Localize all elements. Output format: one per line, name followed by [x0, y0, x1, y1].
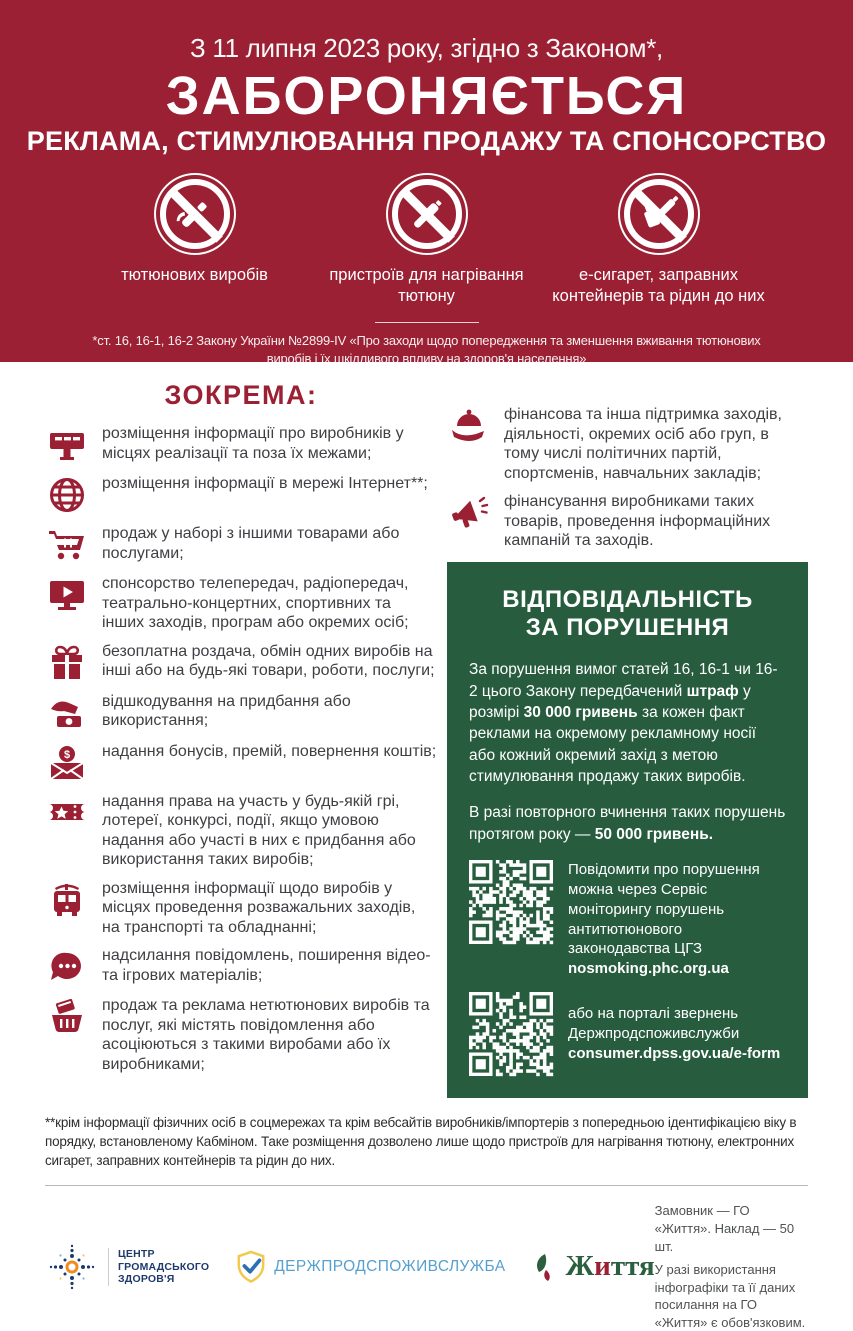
ban-icons-row: [0, 173, 853, 306]
phc-logo: [45, 1240, 209, 1294]
list-item-text: спонсорство телепередач, радіопередач, театрально-концертних, спортивних та інших заходів, програм або окремих осіб;: [102, 575, 409, 632]
ban-label: пристроїв для нагрівання тютюну: [329, 266, 524, 305]
no-heating-device-icon: [386, 173, 468, 255]
dpss-logo-text: ДЕРЖПРОДСПОЖИВСЛУЖБА: [274, 1257, 506, 1275]
billboard-icon: [45, 424, 89, 465]
ban-ecigarette: [543, 173, 775, 306]
main-content: [0, 362, 853, 1098]
list-item: [45, 574, 437, 633]
list-item: [447, 492, 808, 551]
intro-line: З 11 липня 2023 року, згідно з Законом*,: [190, 33, 663, 63]
list-item-text: надання бонусів, премій, повернення коштів;: [102, 742, 437, 760]
section-heading: ЗОКРЕМА:: [164, 380, 318, 410]
qr-block-dpss: [469, 992, 786, 1076]
fine-paragraph-2: В разі повторного вчинення таких порушень протягом року — 50 000 гривень.: [469, 804, 786, 843]
page-title: ЗАБОРОНЯЄТЬСЯ: [165, 66, 688, 126]
list-item-text: розміщення інформації в мережі Інтернет**;: [102, 475, 428, 492]
qr-caption: або на порталі звернень Держпродспоживслужби consumer.dpss.gov.ua/e-form: [568, 1005, 781, 1062]
dpss-url: consumer.dpss.gov.ua/e-form: [568, 1044, 781, 1062]
header-banner: [0, 0, 853, 367]
list-item-text: продаж та реклама нетютюнових виробів та послуг, які містять повідомлення або асоціюються з такими виробами або їх виробниками;: [102, 997, 430, 1073]
tram-icon: [45, 879, 89, 920]
dpss-logo: [235, 1249, 505, 1285]
qr-code-dpss: [469, 992, 553, 1076]
cart-icon: [45, 524, 89, 565]
list-item-text: відшкодування на придбання або використання;: [102, 692, 351, 730]
zhyttia-logo-text: Життя: [565, 1250, 655, 1283]
list-item: [45, 692, 437, 733]
ban-tobacco: [79, 173, 311, 306]
megaphone-icon: [447, 492, 491, 533]
hand-cloche-icon: [447, 405, 491, 446]
qr-block-nosmoking: [469, 860, 786, 979]
divider: [45, 1185, 808, 1186]
list-item: [45, 996, 437, 1074]
page-subtitle: РЕКЛАМА, СТИМУЛЮВАННЯ ПРОДАЖУ ТА СПОНСОРСТВО: [26, 126, 827, 157]
list-item-text: фінансування виробниками таких товарів, проведення інформаційних кампаній та заходів.: [504, 493, 771, 550]
list-item-text: розміщення інформації щодо виробів у місцях проведення розважальних заходів, на транспорті та обладнанні;: [102, 879, 416, 936]
gift-icon: [45, 642, 89, 683]
chat-bubble-icon: [45, 946, 89, 987]
law-footnote: *ст. 16, 16-1, 16-2 Закону України №2899-IV «Про заходи щодо попередження та зменшення вживання тютюнових виробів і їх шкідливого впливу на здоров'я населення»: [92, 332, 761, 367]
list-item: [45, 879, 437, 938]
credits-line1: Замовник — ГО «Життя». Наклад — 50 шт.: [654, 1203, 795, 1254]
responsibility-title: ВІДПОВІДАЛЬНІСТЬ ЗА ПОРУШЕННЯ: [502, 585, 753, 641]
list-item-text: розміщення інформації про виробників у місцях реалізації та поза їх межами;: [102, 425, 404, 462]
list-item-text: фінансова та інша підтримка заходів, діяльності, окремих осіб або груп, в тому числі політичних партій, спортсменів, навчальних закладів;: [504, 406, 782, 482]
list-item: [45, 424, 437, 465]
money-envelope-icon: [45, 742, 89, 783]
zhyttia-logo: [531, 1250, 654, 1284]
fine-paragraph-1: За порушення вимог статей 16, 16-1 чи 16-2 цього Закону передбачений штраф у розмірі 30 000 гривень за кожен факт реклами на окремому рекламному носії або кожний окремий захід з метою стимулювання продажу таких виробів.: [469, 661, 778, 786]
divider: [108, 1248, 109, 1286]
qr-caption: Повідомити про порушення можна через Сервіс моніторингу порушень антитютюнового законодавства ЦГЗ nosmoking.phc.org.ua: [568, 861, 760, 978]
footer: [0, 1113, 853, 1331]
list-item: [45, 642, 437, 683]
ban-label: тютюнових виробів: [121, 266, 268, 285]
nosmoking-url: nosmoking.phc.org.ua: [568, 960, 729, 978]
globe-icon: [45, 474, 89, 515]
list-item: [447, 405, 808, 483]
no-cigarette-icon: [154, 173, 236, 255]
list-item: [45, 474, 437, 515]
credits-line2: У разі використання інфографіки та її даних посилання на ГО «Життя» є обов'язковим.: [654, 1262, 806, 1330]
svg-text:$: $: [63, 748, 71, 761]
ban-label: е-сигарет, заправних контейнерів та рідин до них: [552, 266, 765, 305]
ban-heating-device: [311, 173, 543, 306]
phc-dots-icon: [45, 1240, 99, 1294]
list-item: [45, 792, 437, 870]
phc-logo-text: ЦЕНТР ГРОМАДСЬКОГО ЗДОРОВ'Я: [118, 1248, 210, 1286]
left-column: [45, 374, 437, 1098]
tv-play-icon: [45, 574, 89, 615]
right-column: [447, 374, 808, 1098]
list-item-text: безоплатна роздача, обмін одних виробів на інші або на будь-які товари, роботи, послуги;: [102, 642, 435, 680]
credits: [655, 1202, 808, 1331]
divider: [375, 322, 479, 323]
ticket-icon: [45, 792, 89, 833]
list-item-text: надсилання повідомлень, поширення відео- та ігрових матеріалів;: [102, 947, 431, 984]
leaf-icon: [531, 1250, 561, 1284]
basket-icon: [45, 996, 89, 1037]
list-item-text: надання права на участь у будь-якій грі, лотереї, конкурсі, події, якщо умовою надання або участі в них є придбання або використання таких виробів;: [102, 792, 416, 869]
list-item: [45, 524, 437, 565]
footer-footnote: **крім інформації фізичних осіб в соцмережах та крім вебсайтів виробників/імпортерів з попередньою ідентифікацією віку в порядку, встановленому Кабміном. Таке розміщення дозволено лише щодо пристроїв для нагрівання тютюну, електронних сигарет, заправних контейнерів та рідин до них.: [45, 1115, 797, 1169]
list-item: [45, 946, 437, 987]
responsibility-panel: [447, 562, 808, 1098]
qr-code-nosmoking: [469, 860, 553, 944]
partner-logos: [45, 1240, 655, 1294]
hand-money-icon: [45, 692, 89, 733]
no-ecigarette-icon: [618, 173, 700, 255]
dpss-shield-icon: [235, 1249, 267, 1285]
list-item: [45, 742, 437, 783]
list-item-text: продаж у наборі з іншими товарами або послугами;: [102, 525, 400, 562]
